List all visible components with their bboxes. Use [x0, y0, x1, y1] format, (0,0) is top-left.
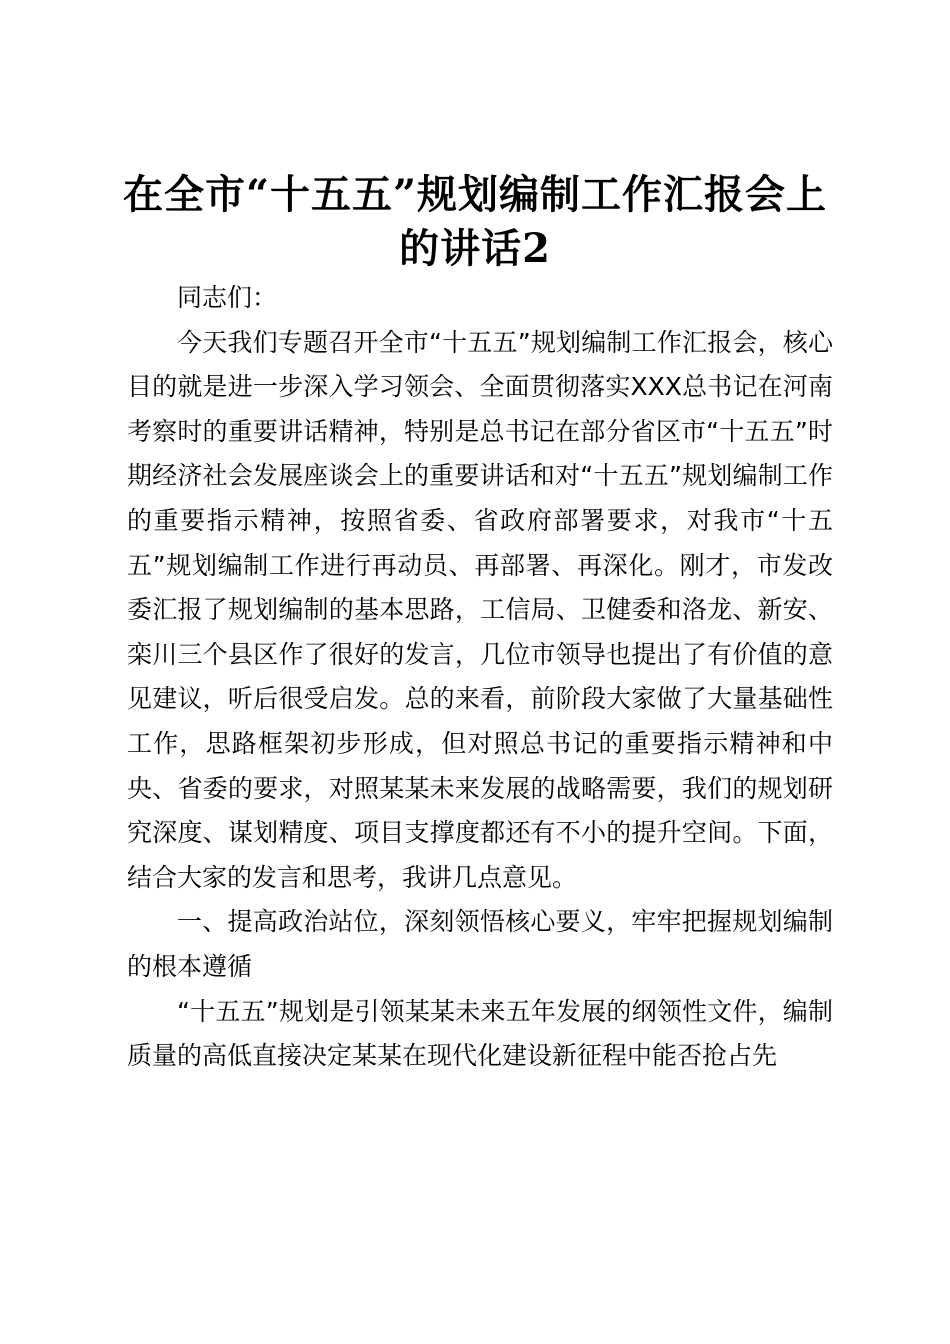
section-heading: 一、提高政治站位，深刻领悟核心要义，牢牢把握规划编制的根本遵循 — [127, 907, 833, 981]
document-title: 在全市“十五五”规划编制工作汇报会上的讲话2 — [122, 171, 827, 272]
document-body — [127, 276, 833, 1079]
salutation: 同志们： — [177, 283, 278, 312]
body-paragraph: 今天我们专题召开全市“十五五”规划编制工作汇报会，核心目的就是进一步深入学习领会、全面贯彻落实XXX总书记在河南考察时的重要讲话精神，特别是总书记在部分省区市“十五五”时期经济社会发展座谈会上的重要讲话和对“十五五”规划编制工作的重要指示精神，按照省委、省政府部署要求，对我市“十五五”规划编制工作进行再动员、再部署、再深化。刚才，市发改委汇报了规划编制的基本思路，工信局、卫健委和洛龙、新安、栾川三个县区作了很好的发言，几位市领导也提出了有价值的意见建议，听后很受启发。总的来看，前阶段大家做了大量基础性工作，思路框架初步形成，但对照总书记的重要指示精神和中央、省委的要求，对照某某未来发展的战略需要，我们的规划研究深度、谋划精度、项目支撑度都还有不小的提升空间。下面，结合大家的发言和思考，我讲几点意见。 — [127, 327, 833, 892]
section-paragraph: “十五五”规划是引领某某未来五年发展的纲领性文件，编制质量的高低直接决定某某在现代化建设新征程中能否抢占先 — [127, 996, 833, 1071]
